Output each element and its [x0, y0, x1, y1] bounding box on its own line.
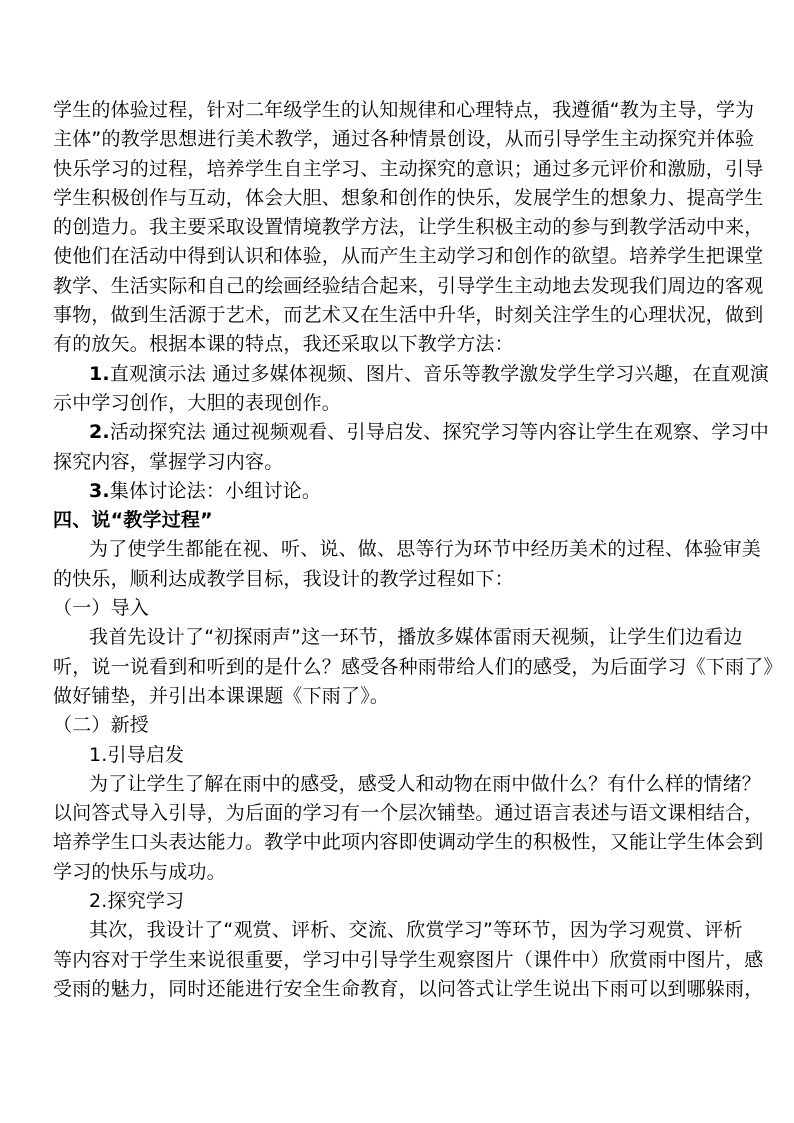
paragraph-line: 学习的快乐与成功。 — [53, 860, 226, 883]
method-number: 1. — [89, 362, 110, 385]
paragraph-line: 其次，我设计了“观赏、评析、交流、欣赏学习”等环节，因为学习观赏、评析 — [89, 919, 743, 942]
method-title: 活动探究法 — [109, 421, 206, 444]
subsection-heading-new: （二）新授 — [53, 714, 150, 737]
method-title: 直观演示法 — [109, 362, 206, 385]
paragraph-line: 的快乐，顺利达成教学目标，我设计的教学过程如下： — [53, 567, 514, 590]
paragraph-line: 以问答式导入引导，为后面的学习有一个层次铺垫。通过语言表述与语文课相结合， — [53, 802, 764, 825]
paragraph-line: 等内容对于学生来说很重要，学习中引导学生观察图片（课件中）欣赏雨中图片，感 — [53, 948, 764, 971]
paragraph-line: 教学、生活实际和自己的绘画经验结合起来，引导学生主动地去发现我们周边的客观 — [53, 274, 764, 297]
method-item-2-continued: 探究内容，掌握学习内容。 — [53, 450, 284, 473]
paragraph-line: 有的放矢。根据本课的特点，我还采取以下教学方法： — [53, 333, 514, 356]
method-text: 通过多媒体视频、图片、音乐等教学激发学生学习兴趣，在直观演 — [212, 362, 769, 385]
paragraph-line: 培养学生口头表达能力。教学中此项内容即使调动学生的积极性，又能让学生体会到 — [53, 831, 764, 854]
paragraph-line: 的创造力。我主要采取设置情境教学方法，让学生积极主动的参与到教学活动中来， — [53, 216, 764, 239]
paragraph-line: 学生积极创作与互动，体会大胆、想象和创作的快乐，发展学生的想象力、提高学生 — [53, 186, 764, 209]
paragraph-line: 学生的体验过程，针对二年级学生的认知规律和心理特点，我遵循“教为主导，学为 — [53, 99, 755, 121]
sub-heading-explore: 2.探究学习 — [89, 890, 185, 913]
paragraph-line: 做好铺垫，并引出本课课题《下雨了》。 — [53, 684, 390, 707]
paragraph-line: 为了使学生都能在视、听、说、做、思等行为环节中经历美术的过程、体验审美 — [89, 538, 762, 561]
method-number: 3. — [89, 479, 110, 502]
section-heading-4: 四、说“教学过程” — [53, 509, 213, 532]
paragraph-line: 快乐学习的过程，培养学生自主学习、主动探究的意识；通过多元评价和激励，引导 — [53, 157, 764, 180]
document-page — [53, 96, 783, 1004]
paragraph-line: 受雨的魅力，同时还能进行安全生命教育，以问答式让学生说出下雨可以到哪躲雨， — [53, 977, 764, 1000]
paragraph-line: 听，说一说看到和听到的是什么？感受各种雨带给人们的感受，为后面学习《下雨了》 — [53, 655, 783, 678]
subsection-heading-intro: （一）导入 — [53, 597, 150, 620]
method-text: 通过视频观看、引导启发、探究学习等内容让学生在观察、学习中 — [212, 421, 769, 444]
paragraph-line: 为了让学生了解在雨中的感受，感受人和动物在雨中做什么？有什么样的情绪？ — [89, 772, 762, 795]
method-item-1-continued: 示中学习创作，大胆的表现创作。 — [53, 391, 342, 414]
method-item-2 — [53, 418, 769, 447]
method-item-1 — [53, 360, 769, 389]
sub-heading-guidance: 1.引导启发 — [89, 743, 185, 766]
paragraph-line: 我首先设计了“初探雨声”这一环节，播放多媒体雷雨天视频，让学生们边看边 — [89, 626, 743, 649]
paragraph-line: 使他们在活动中得到认识和体验，从而产生主动学习和创作的欲望。培养学生把课堂 — [53, 245, 764, 268]
method-number: 2. — [89, 421, 110, 444]
method-item-3 — [53, 477, 753, 506]
paragraph-line: 主体”的教学思想进行美术教学，通过各种情景创设，从而引导学生主动探究并体验 — [53, 128, 755, 151]
method-title: 集体讨论法：小组讨论。 — [109, 479, 322, 502]
paragraph-line: 事物，做到生活源于艺术，而艺术又在生活中升华，时刻关注学生的心理状况，做到 — [53, 304, 764, 327]
